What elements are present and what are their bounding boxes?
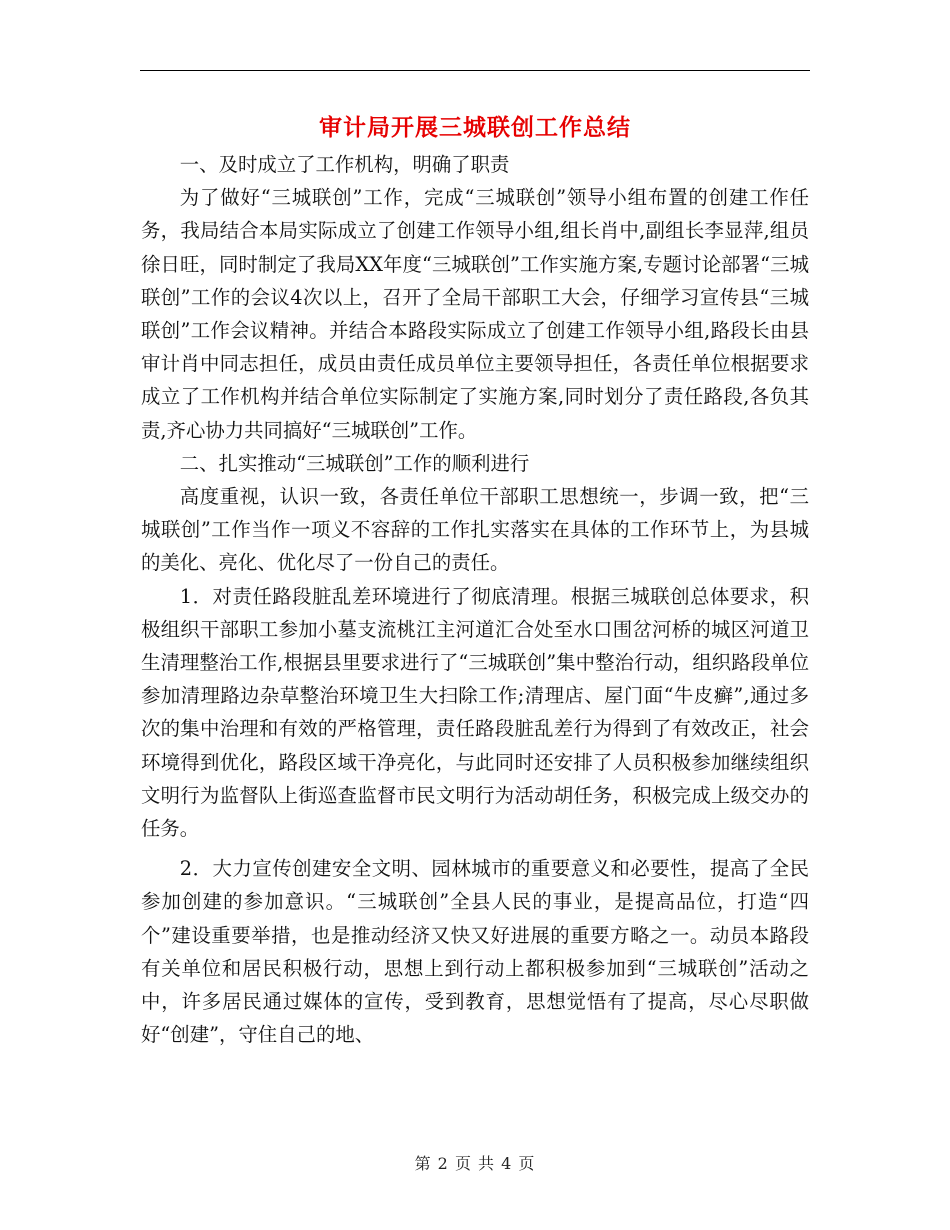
body-paragraph: 为了做好“三城联创”工作，完成“三城联创”领导小组布置的创建工作任务，我局结合本局实际成立了创建工作领导小组,组长肖中,副组长李显萍,组员徐日旺，同时制定了我局XX年度“三城联创”工作实施方案,专题讨论部署“三城联创”工作的会议4次以上，召开了全局干部职工大会，仔细学习宣传县“三城联创”工作会议精神。并结合本路段实际成立了创建工作领导小组,路段长由县审计肖中同志担任，成员由责任成员单位主要领导担任，各责任单位根据要求成立了工作机构并结合单位实际制定了实施方案,同时划分了责任路段,各负其责,齐心协力共同搞好“三城联创”工作。 — [141, 186, 809, 442]
document-title: 审计局开展三城联创工作总结 — [319, 114, 631, 141]
section-heading-2: 二、扎实推动“三城联创”工作的顺利进行 — [179, 451, 530, 475]
section-heading-1: 一、及时成立了工作机构，明确了职责 — [179, 153, 510, 176]
body-paragraph: 高度重视，认识一致，各责任单位干部职工思想统一，步调一致，把“三城联创”工作当作一项义不容辞的工作扎实落实在具体的工作环节上，为县城的美化、亮化、优化尽了一份自己的责任。 — [141, 485, 809, 575]
numbered-paragraph-2: 2．大力宣传创建安全文明、园林城市的重要意义和必要性，提高了全民参加创建的参加意识。“三城联创”全县人民的事业，是提高品位，打造“四个”建设重要举措，也是推动经济又快又好进展的重要方略之一。动员本路段有关单位和居民积极行动，思想上到行动上都积极参加到“三城联创”活动之中，许多居民通过媒体的宣传，受到教育，思想觉悟有了提高，尽心尽职做好“创建”，守住自己的地、 — [141, 857, 809, 1047]
document-body — [141, 148, 809, 1051]
numbered-paragraph-1: 1．对责任路段脏乱差环境进行了彻底清理。根据三城联创总体要求，积极组织干部职工参加小墓支流桃江主河道汇合处至水口围岔河桥的城区河道卫生清理整治工作,根据县里要求进行了“三城联创”集中整治行动，组织路段单位参加清理路边杂草整治环境卫生大扫除工作;清理店、屋门面“牛皮癣”,通过多次的集中治理和有效的严格管理，责任路段脏乱差行为得到了有效改正，社会环境得到优化，路段区域干净亮化，与此同时还安排了人员积极参加继续组织文明行为监督队上街巡查监督市民文明行为活动胡任务，积极完成上级交办的任务。 — [141, 584, 809, 841]
page-number-footer: 第 2 页 共 4 页 — [414, 1154, 536, 1173]
header-rule — [140, 70, 810, 71]
